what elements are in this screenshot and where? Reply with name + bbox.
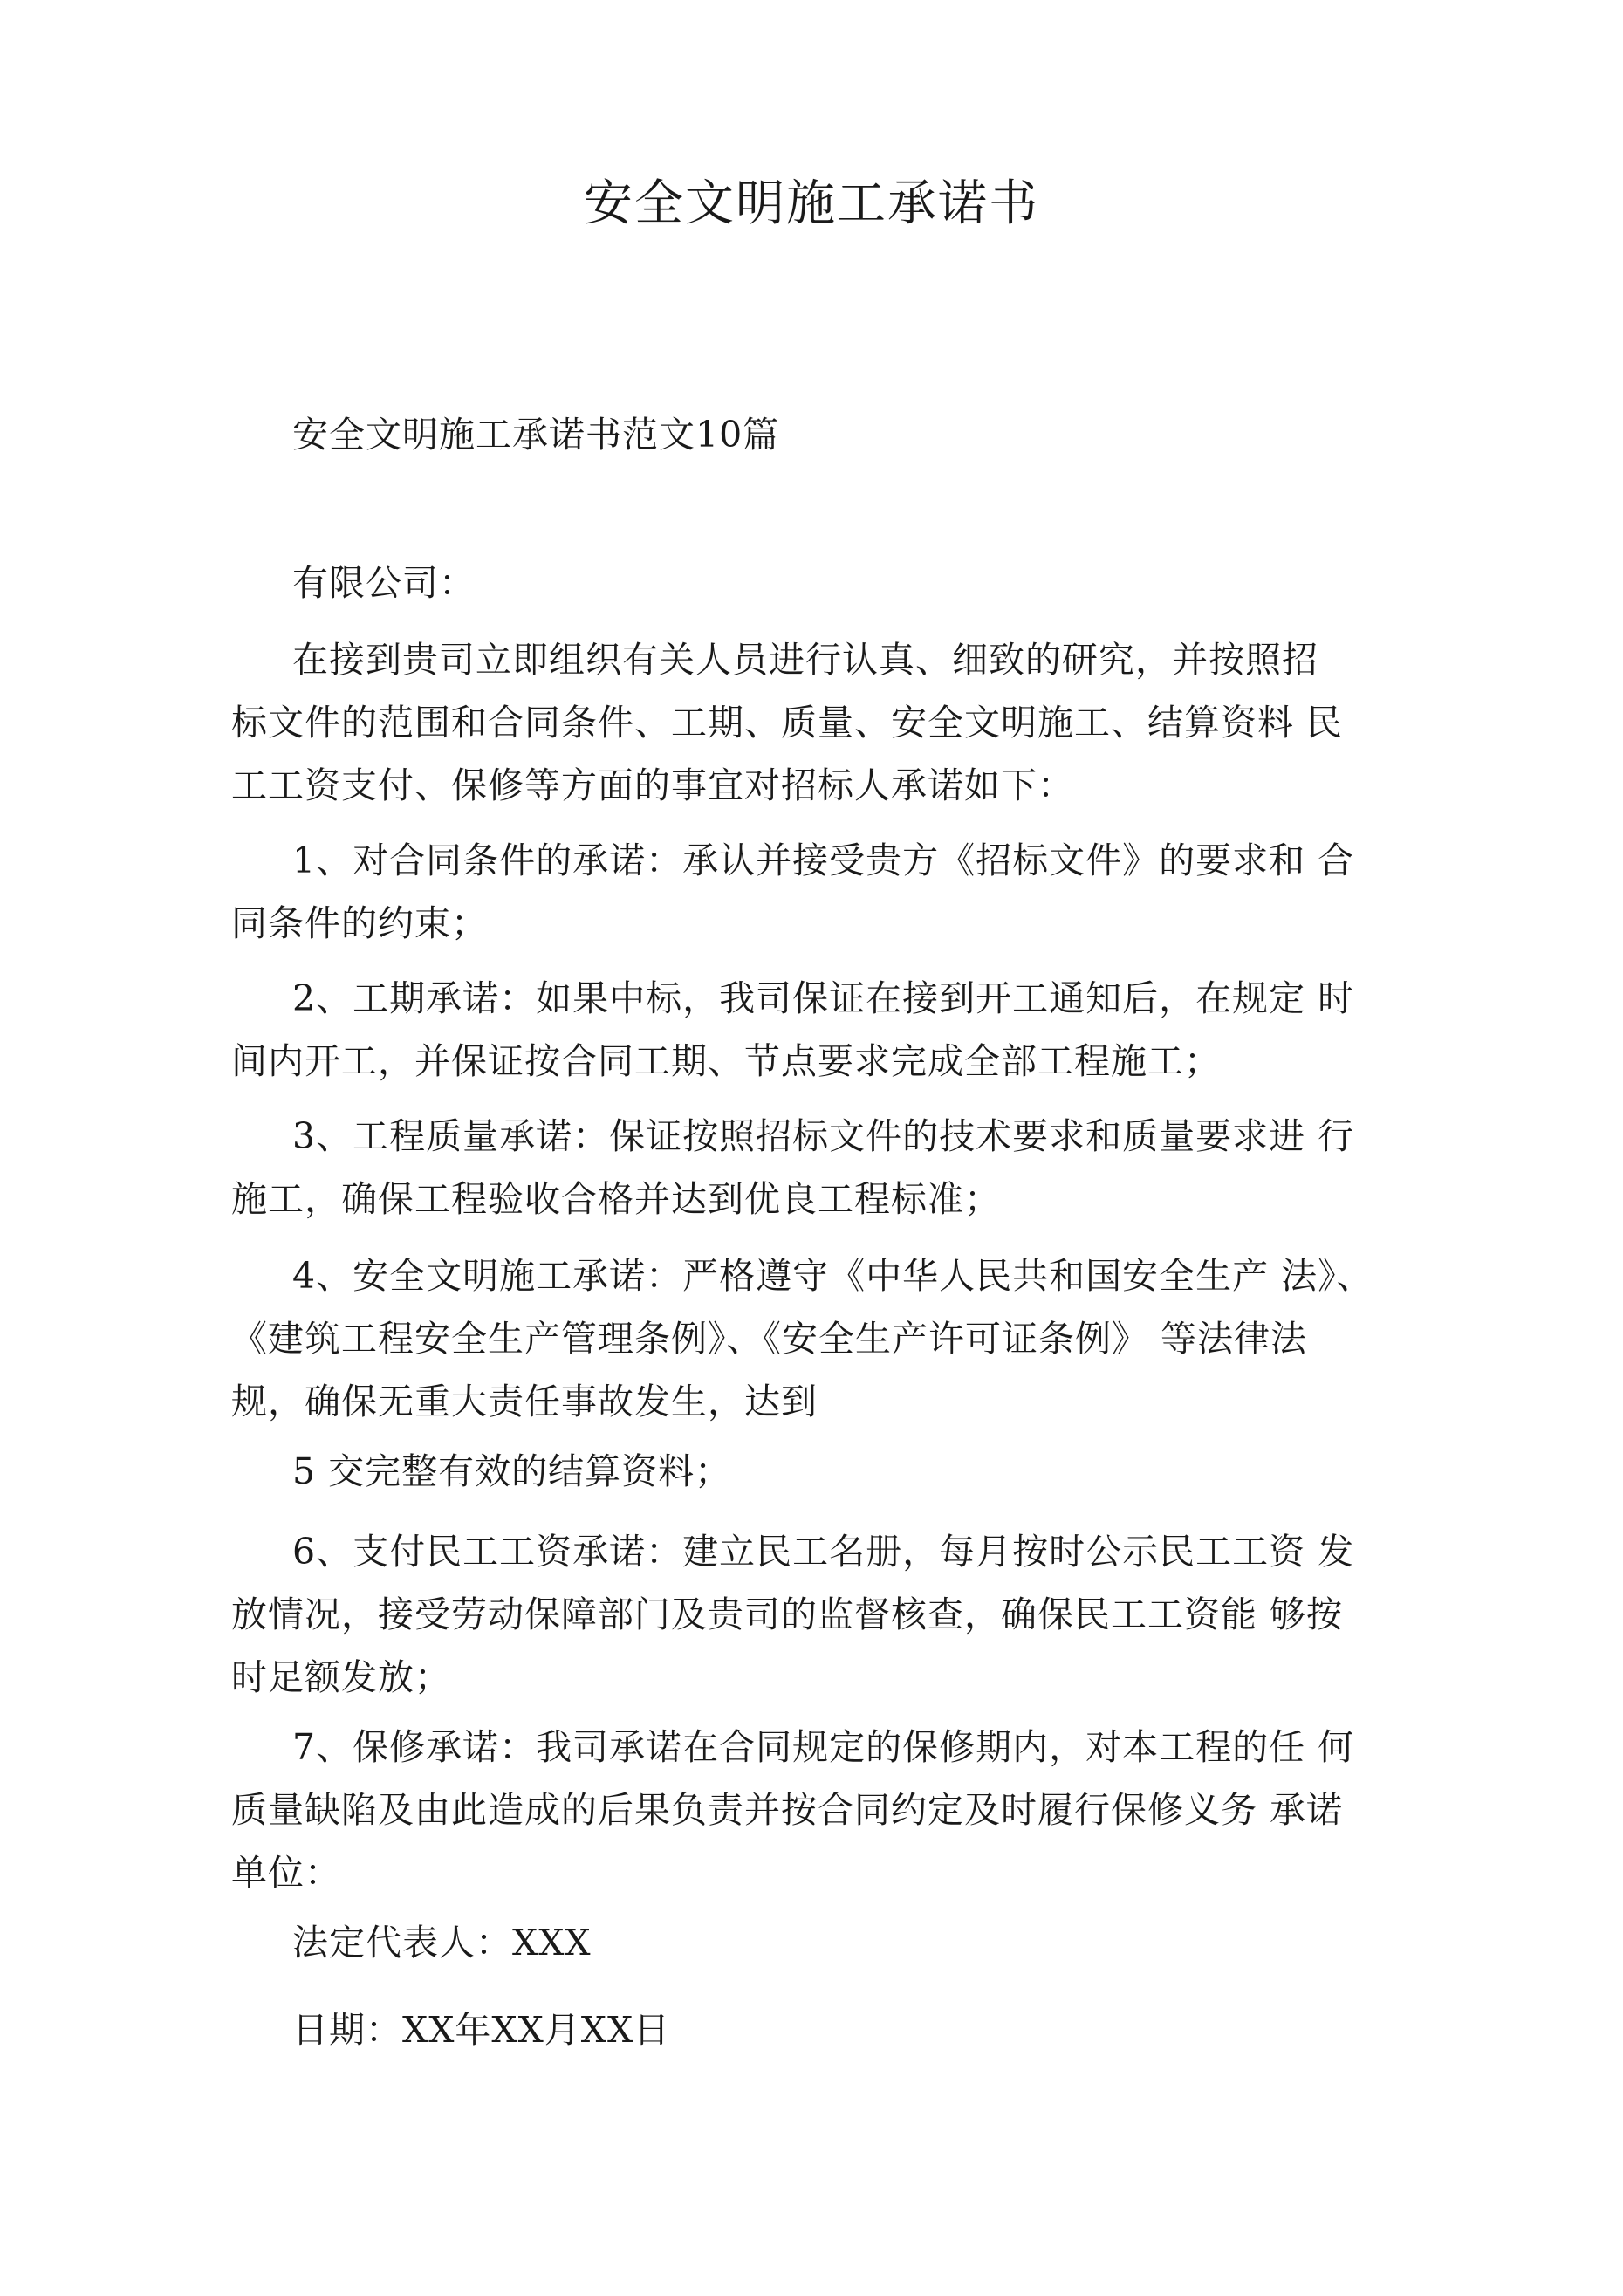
- signature-date: [231, 1998, 1409, 2061]
- item-4-paragraph: [231, 1244, 1409, 1433]
- salutation: [231, 552, 1409, 614]
- paragraph-line: 单位：: [231, 1852, 341, 1894]
- paragraph-line: 7、保修承诺：我司承诺在合同规定的保修期内，对本工程的任 何: [292, 1726, 1355, 1768]
- paragraph-line: 2、工期承诺：如果中标，我司保证在接到开工通知后，在规定 时: [292, 977, 1355, 1019]
- paragraph-line: 工工资支付、保修等方面的事宜对招标人承诺如下：: [231, 764, 1074, 806]
- paragraph-line: 6、支付民工工资承诺：建立民工名册，每月按时公示民工工资 发: [292, 1531, 1355, 1573]
- paragraph-line: 在接到贵司立即组织有关人员进行认真、细致的研究，并按照招: [292, 639, 1318, 681]
- subtitle: [231, 403, 1409, 466]
- item-5-paragraph: [231, 1440, 1409, 1503]
- paragraph-line: 放情况，接受劳动保障部门及贵司的监督核查，确保民工工资能 够按: [231, 1593, 1344, 1635]
- paragraph-line: 质量缺陷及由此造成的后果负责并按合同约定及时履行保修义务 承诺: [231, 1789, 1344, 1831]
- date-line: 日期：XX年XX月XX日: [292, 2009, 671, 2051]
- subtitle-line: 安全文明施工承诺书范文10篇: [292, 414, 780, 456]
- item-2-paragraph: [231, 967, 1409, 1093]
- paragraph-line: 3、工程质量承诺：保证按照招标文件的技术要求和质量要求进 行: [292, 1115, 1355, 1157]
- paragraph-line: 规，确保无重大责任事故发生，达到: [231, 1381, 818, 1422]
- paragraph-line: 1、对合同条件的承诺：承认并接受贵方《招标文件》的要求和 合: [292, 840, 1355, 881]
- intro-paragraph: [231, 628, 1409, 817]
- item-7-paragraph: [231, 1716, 1409, 1904]
- item-6-paragraph: [231, 1520, 1409, 1709]
- item-1-paragraph: [231, 829, 1409, 955]
- paragraph-line: 施工，确保工程验收合格并达到优良工程标准；: [231, 1178, 1001, 1220]
- paragraph-line: 同条件的约束；: [231, 902, 488, 944]
- document-title: 安全文明施工承诺书: [584, 175, 1039, 232]
- legal-representative-line: 法定代表人：XXX: [292, 1922, 592, 1964]
- item-3-paragraph: [231, 1105, 1409, 1230]
- paragraph-line: 5 交完整有效的结算资料；: [292, 1450, 732, 1492]
- paragraph-line: 4、安全文明施工承诺：严格遵守《中华人民共和国安全生产 法》、: [292, 1255, 1373, 1297]
- paragraph-line: 标文件的范围和合同条件、工期、质量、安全文明施工、结算资料 民: [231, 702, 1344, 744]
- salutation-line: 有限公司：: [292, 562, 476, 604]
- legal-representative: [231, 1911, 1409, 1974]
- paragraph-line: 间内开工，并保证按合同工期、节点要求完成全部工程施工；: [231, 1040, 1221, 1082]
- paragraph-line: 《建筑工程安全生产管理条例》、《安全生产许可证条例》 等法律法: [231, 1318, 1308, 1360]
- paragraph-line: 时足额发放；: [231, 1656, 451, 1698]
